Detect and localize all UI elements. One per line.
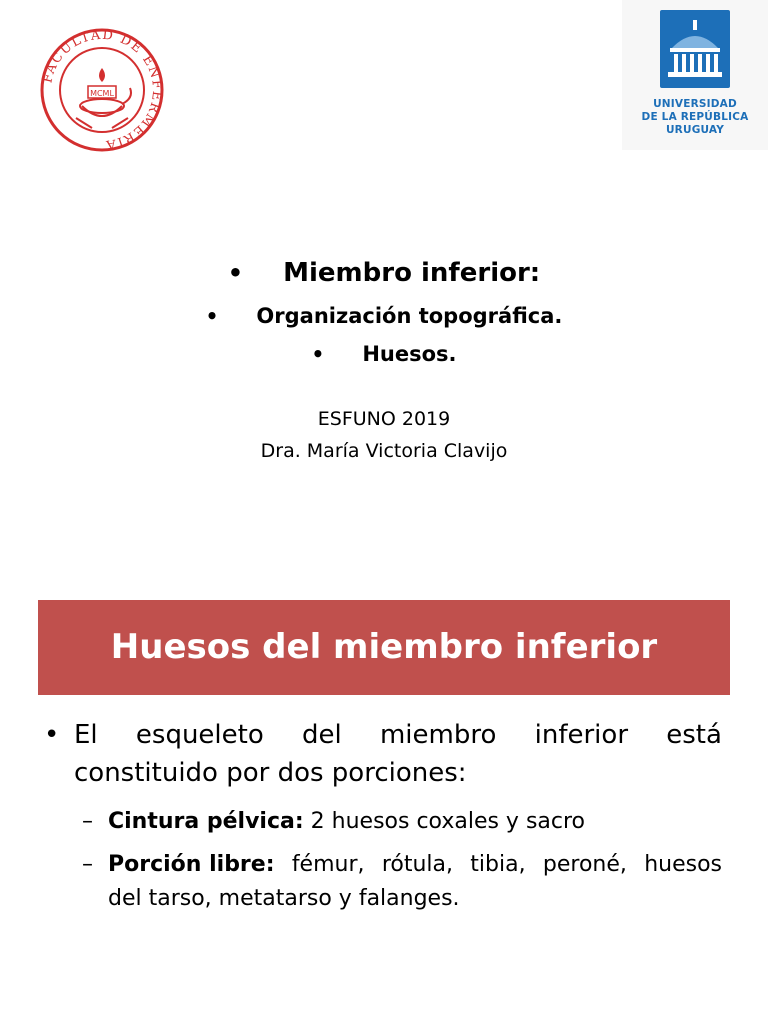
dash-marker: – <box>82 809 93 834</box>
word: huesos <box>644 852 722 877</box>
word: peroné, <box>542 852 627 877</box>
slide-title: Huesos del miembro inferior <box>110 627 658 667</box>
course-name: ESFUNO 2019 <box>317 408 451 430</box>
word: tibia, <box>470 852 526 877</box>
sub-bullet-text: 2 huesos coxales y sacro <box>303 809 586 834</box>
main-bullet-line-1 <box>74 716 722 754</box>
sub-bullet-line-2: del tarso, metatarso y falanges. <box>108 886 460 911</box>
bullet-marker: • <box>44 720 60 750</box>
topic-text: Huesos. <box>362 342 457 366</box>
slide-heading-bullet <box>0 258 768 288</box>
bullet-marker: • <box>205 304 219 328</box>
sub-bullet-line-1 <box>108 848 722 882</box>
word: El <box>74 720 98 750</box>
sub-bullet-label: Porción libre: <box>108 852 275 877</box>
seal-icon <box>38 28 166 152</box>
university-building-icon <box>660 10 730 88</box>
bullet-marker: • <box>227 259 244 287</box>
university-name-line-1: UNIVERSIDAD <box>653 98 737 110</box>
bullet-marker: • <box>311 342 325 366</box>
sub-bullet-label: Cintura pélvica: <box>108 809 304 834</box>
word: fémur, <box>291 852 365 877</box>
universidad-republica-logo <box>622 0 768 150</box>
word: está <box>666 720 722 750</box>
slide-heading: Miembro inferior: <box>283 258 541 288</box>
seal-ring-text: FACULTAD DE ENFERMERIA <box>40 28 165 152</box>
word: inferior <box>534 720 629 750</box>
dash-marker: – <box>82 852 93 877</box>
word: miembro <box>379 720 497 750</box>
topic-text: Organización topográfica. <box>256 304 563 328</box>
seal-monogram: MCML <box>90 89 114 98</box>
university-name-line-2: DE LA REPÚBLICA <box>641 111 749 123</box>
word: del <box>302 720 342 750</box>
topic-bullet <box>0 342 768 366</box>
word: rótula, <box>381 852 453 877</box>
author-name: Dra. María Victoria Clavijo <box>260 440 508 462</box>
university-name-line-3: URUGUAY <box>665 124 725 136</box>
title-banner <box>38 600 730 695</box>
word: esqueleto <box>135 720 264 750</box>
main-bullet-line-2: constituido por dos porciones: <box>74 758 467 788</box>
facultad-enfermeria-seal-logo <box>38 28 166 152</box>
topic-bullet <box>0 304 768 328</box>
